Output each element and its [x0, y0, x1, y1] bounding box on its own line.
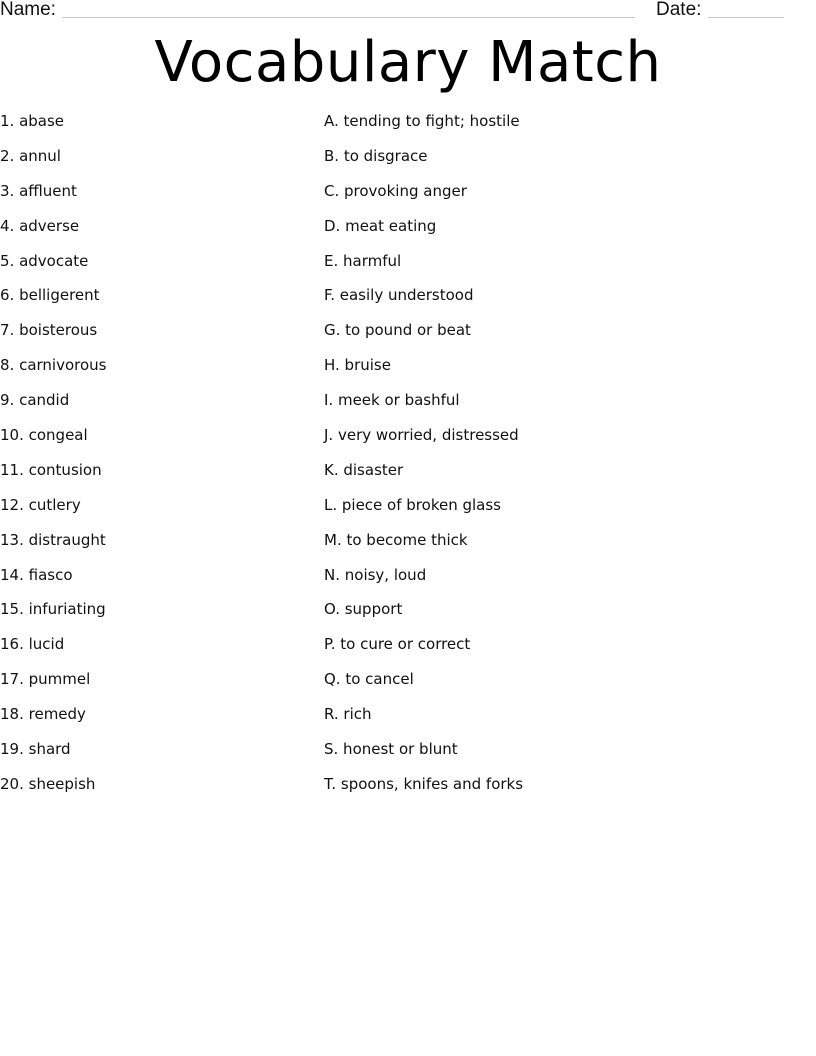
term-item: 8. carnivorous [0, 356, 107, 375]
name-label: Name: [0, 0, 56, 20]
date-label: Date: [656, 0, 702, 20]
definition-item: R. rich [324, 705, 372, 724]
definition-item: M. to become thick [324, 530, 468, 549]
match-list [0, 111, 816, 809]
worksheet-header [0, 0, 816, 24]
term-item: 10. congeal [0, 426, 88, 445]
match-row [0, 669, 816, 704]
definition-item: N. noisy, loud [324, 565, 427, 584]
definition-item: C. provoking anger [324, 181, 467, 200]
match-row [0, 495, 816, 530]
term-item: 4. adverse [0, 216, 80, 235]
term-item: 15. infuriating [0, 600, 106, 619]
match-row [0, 285, 816, 320]
term-item: 17. pummel [0, 670, 91, 689]
definition-item: D. meat eating [324, 216, 437, 235]
definition-item: S. honest or blunt [324, 740, 458, 759]
match-row [0, 111, 816, 146]
definition-item: I. meek or bashful [324, 391, 460, 410]
definition-item: A. tending to fight; hostile [324, 112, 520, 130]
term-item: 2. annul [0, 146, 61, 165]
match-row [0, 634, 816, 669]
definition-item: H. bruise [324, 356, 391, 375]
term-item: 5. advocate [0, 251, 89, 270]
definition-item: K. disaster [324, 460, 404, 479]
term-item: 19. shard [0, 740, 71, 759]
match-row [0, 599, 816, 634]
definition-item: B. to disgrace [324, 146, 428, 165]
definition-item: E. harmful [324, 251, 402, 270]
match-row [0, 216, 816, 251]
match-row [0, 251, 816, 286]
match-row [0, 425, 816, 460]
term-item: 1. abase [0, 112, 65, 130]
match-row [0, 355, 816, 390]
term-item: 11. contusion [0, 460, 102, 479]
definition-item: Q. to cancel [324, 670, 414, 689]
match-row [0, 774, 816, 809]
match-row [0, 704, 816, 739]
name-write-line [62, 17, 635, 18]
match-row [0, 565, 816, 600]
definition-item: P. to cure or correct [324, 635, 471, 654]
term-item: 13. distraught [0, 530, 106, 549]
match-row [0, 146, 816, 181]
match-row [0, 320, 816, 355]
page-title: Vocabulary Match [154, 30, 662, 95]
date-write-line [708, 17, 784, 18]
term-item: 7. boisterous [0, 321, 98, 340]
term-item: 6. belligerent [0, 286, 100, 305]
definition-item: T. spoons, knifes and forks [324, 774, 524, 793]
match-row [0, 390, 816, 425]
term-item: 3. affluent [0, 181, 77, 200]
definition-item: G. to pound or beat [324, 321, 471, 340]
match-row [0, 460, 816, 495]
term-item: 9. candid [0, 391, 70, 410]
definition-item: O. support [324, 600, 403, 619]
match-row [0, 530, 816, 565]
term-item: 20. sheepish [0, 774, 96, 793]
definition-item: J. very worried, distressed [324, 426, 519, 445]
match-row [0, 739, 816, 774]
definition-item: F. easily understood [324, 286, 474, 305]
term-item: 16. lucid [0, 635, 65, 654]
definition-item: L. piece of broken glass [324, 495, 501, 514]
term-item: 14. fiasco [0, 565, 73, 584]
term-item: 18. remedy [0, 705, 86, 724]
match-row [0, 181, 816, 216]
term-item: 12. cutlery [0, 495, 81, 514]
